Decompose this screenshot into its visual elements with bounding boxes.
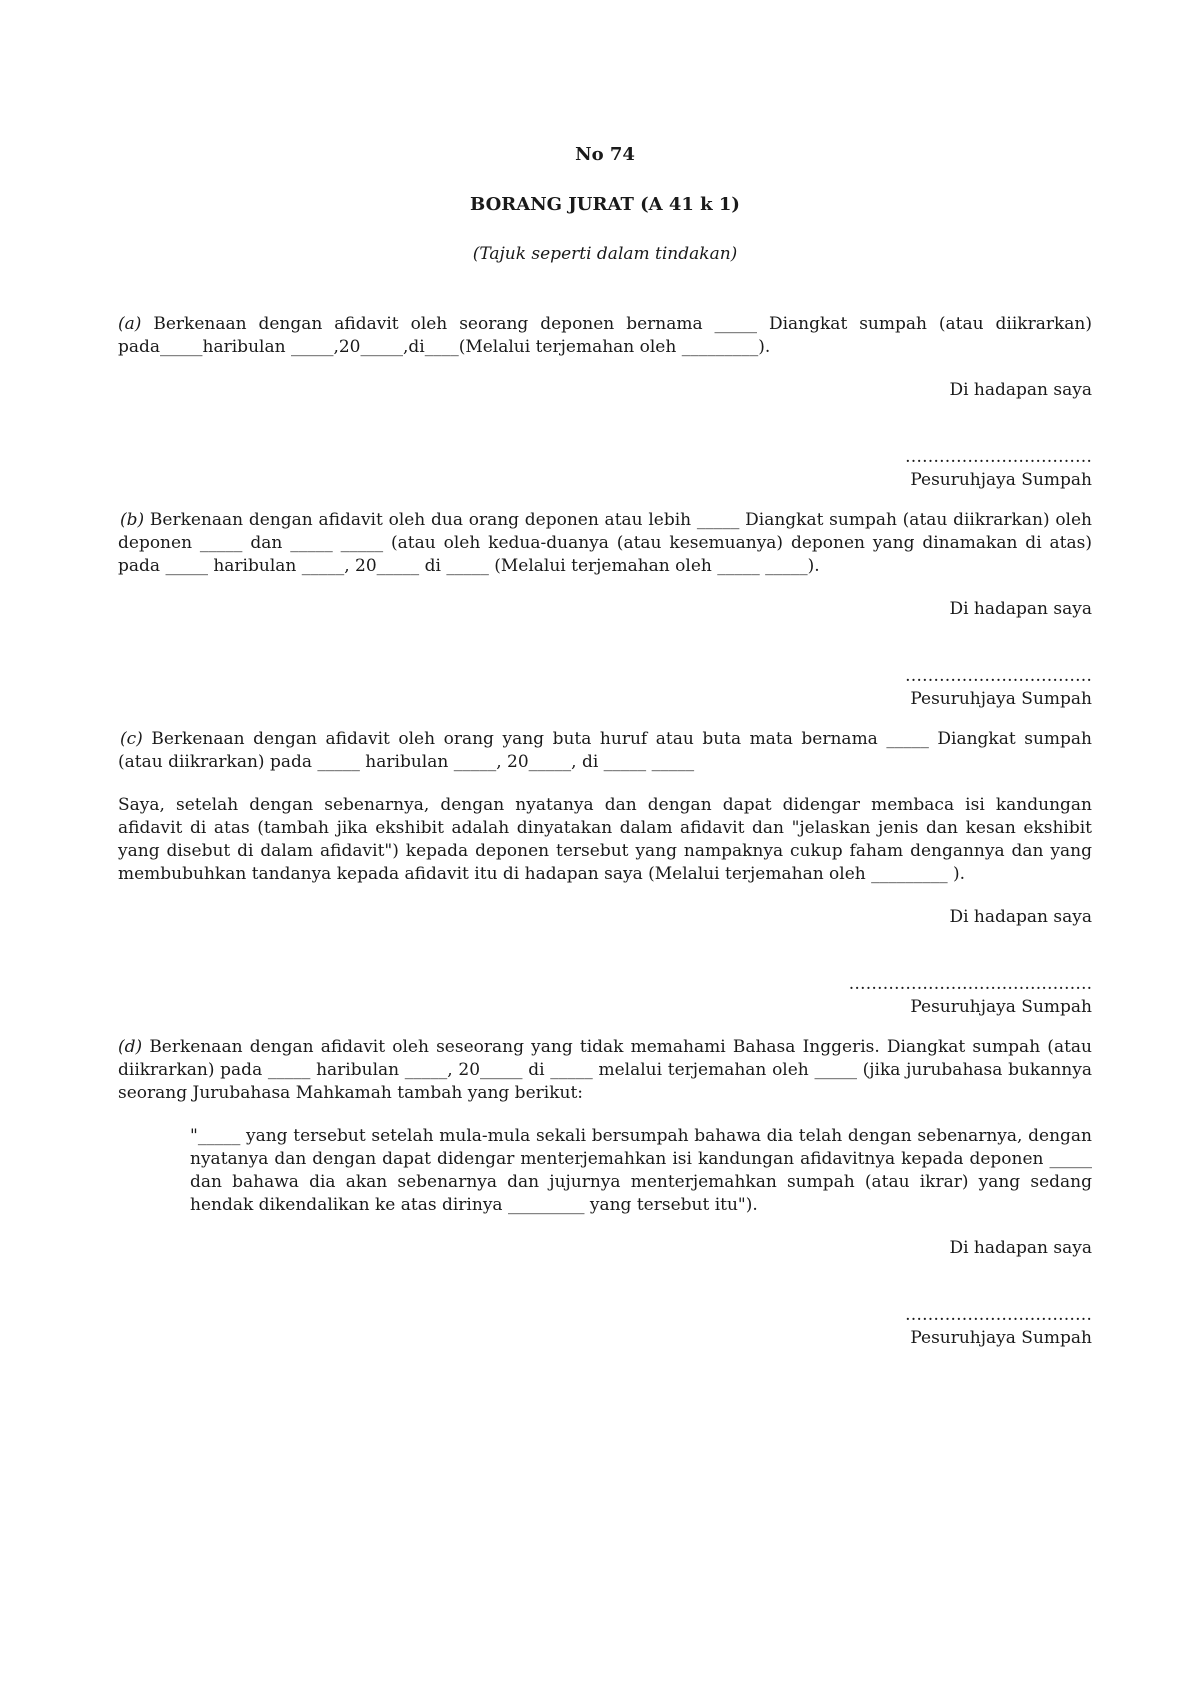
section-a-before-me: Di hadapan saya xyxy=(949,380,1092,400)
section-c-text: Berkenaan dengan afidavit oleh orang yang buta huruf atau buta mata bernama _____ Diangkat sumpah (atau diikrarkan) pada _____ haribulan _____, 20_____, di _____ _____ xyxy=(118,729,1092,772)
section-c-signature-title: Pesuruhjaya Sumpah xyxy=(910,997,1092,1017)
section-a-label: (a) xyxy=(118,314,142,334)
section-d-label: (d) xyxy=(118,1037,143,1057)
section-c-paragraph xyxy=(118,728,1092,774)
form-number: No 74 xyxy=(575,144,635,165)
section-c-signature-line: ……………………………………. xyxy=(848,974,1092,994)
section-b-label: (b) xyxy=(120,510,145,530)
section-b-paragraph xyxy=(118,509,1092,578)
section-a-text: Berkenaan dengan afidavit oleh seorang deponen bernama _____ Diangkat sumpah (atau diikrarkan) pada_____haribulan _____,20_____,di____(Melalui terjemahan oleh _________). xyxy=(118,314,1092,357)
section-b-signature-line: …………………………… xyxy=(905,666,1092,686)
section-d-before-me: Di hadapan saya xyxy=(949,1238,1092,1258)
section-a-signature-line: …………………………… xyxy=(905,447,1092,467)
section-c-declaration: Saya, setelah dengan sebenarnya, dengan nyatanya dan dengan dapat didengar membaca isi kandungan afidavit di atas (tambah jika ekshibit adalah dinyatakan dalam afidavit dan "jelaskan jenis dan kesan ekshibit yang disebut di dalam afidavit") kepada deponen tersebut yang nampaknya cukup faham dengannya dan yang membubuhkan tandanya kepada afidavit itu di hadapan saya (Melalui terjemahan oleh _________ ). xyxy=(118,795,1092,884)
section-d-signature-line: …………………………… xyxy=(905,1305,1092,1325)
section-d-quote: "_____ yang tersebut setelah mula-mula sekali bersumpah bahawa dia telah dengan sebenarnya, dengan nyatanya dan dengan dapat didengar menterjemahkan isi kandungan afidavitnya kepada deponen _____ dan bahawa dia akan sebenarnya dan jujurnya menterjemahkan sumpah (atau ikrar) yang sedang hendak dikendalikan ke atas dirinya _________ yang tersebut itu"). xyxy=(190,1126,1092,1215)
section-a-paragraph xyxy=(118,313,1092,359)
form-title: BORANG JURAT (A 41 k 1) xyxy=(470,194,740,215)
section-d-signature-title: Pesuruhjaya Sumpah xyxy=(910,1328,1092,1348)
section-c-label: (c) xyxy=(120,729,143,749)
section-b-text: Berkenaan dengan afidavit oleh dua orang deponen atau lebih _____ Diangkat sumpah (atau diikrarkan) oleh deponen _____ dan _____ _____ (atau oleh kedua-duanya (atau kesemuanya) deponen yang dinamakan di atas) pada _____ haribulan _____, 20_____ di _____ (Melalui terjemahan oleh _____ _____). xyxy=(118,510,1092,576)
form-subtitle: (Tajuk seperti dalam tindakan) xyxy=(472,244,738,264)
section-a-signature-title: Pesuruhjaya Sumpah xyxy=(910,470,1092,490)
section-b-signature-title: Pesuruhjaya Sumpah xyxy=(910,689,1092,709)
section-b-before-me: Di hadapan saya xyxy=(949,599,1092,619)
section-d-paragraph xyxy=(118,1036,1092,1105)
section-c-before-me: Di hadapan saya xyxy=(949,907,1092,927)
section-d-text: Berkenaan dengan afidavit oleh seseorang yang tidak memahami Bahasa Inggeris. Diangkat sumpah (atau diikrarkan) pada _____ haribulan _____, 20_____ di _____ melalui terjemahan oleh _____ (jika jurubahasa bukannya seorang Jurubahasa Mahkamah tambah yang berikut: xyxy=(118,1037,1092,1103)
